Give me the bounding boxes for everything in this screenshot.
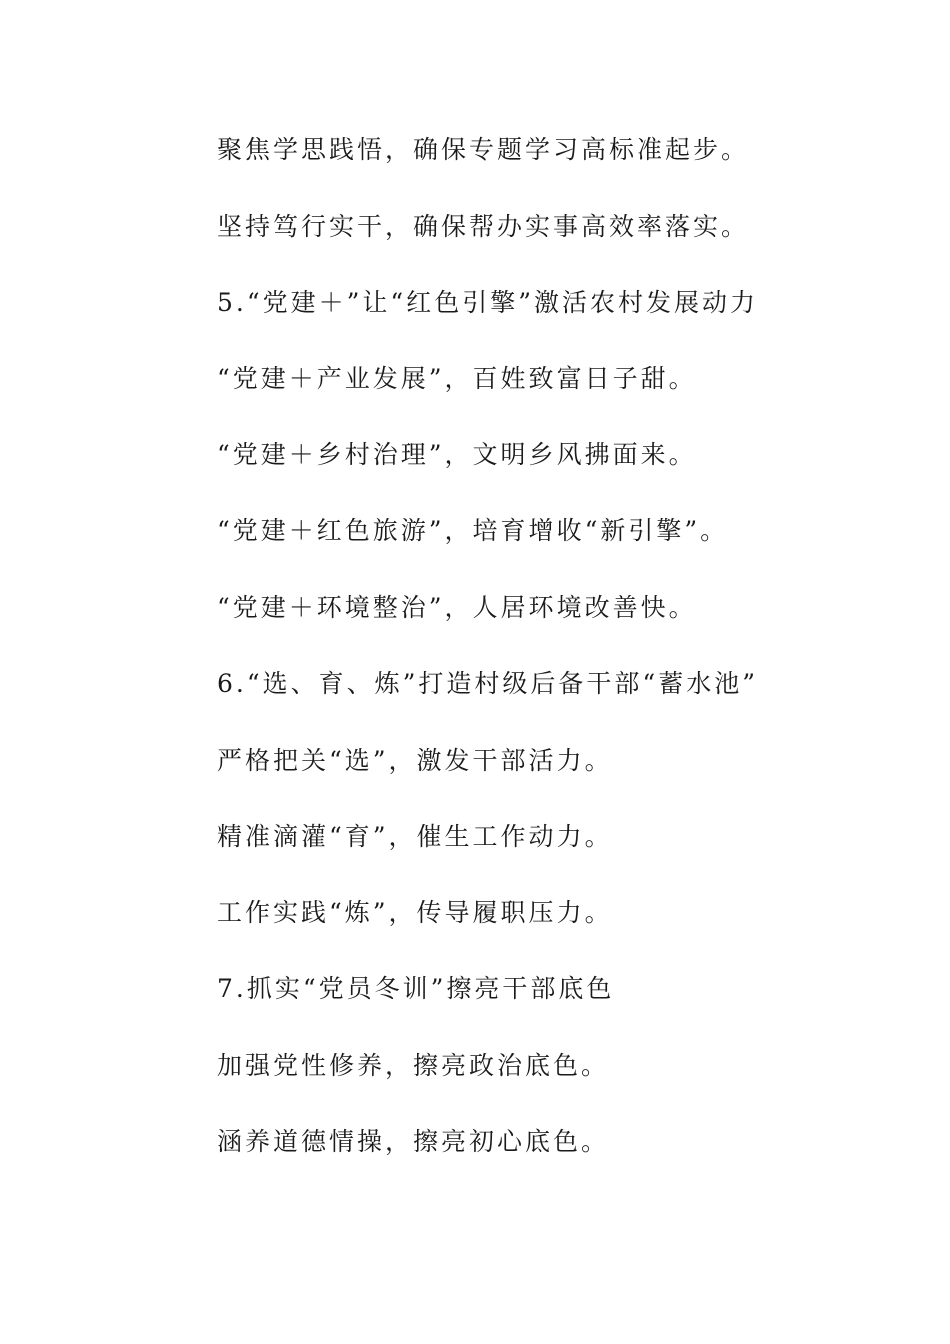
body-line-4: “党建＋乡村治理”，文明乡风拂面来。 — [217, 440, 697, 469]
section-heading-6: 6.“选、育、炼”打造村级后备干部“蓄水池” — [217, 669, 758, 698]
body-line-9: 工作实践“炼”，传导履职压力。 — [217, 898, 613, 927]
section-heading-7: 7.抓实“党员冬训”擦亮干部底色 — [217, 974, 615, 1003]
section-heading-5: 5.“党建＋”让“红色引擎”激活农村发展动力 — [217, 288, 758, 317]
body-line-1: 聚焦学思践悟，确保专题学习高标准起步。 — [217, 135, 750, 164]
body-line-3: “党建＋产业发展”，百姓致富日子甜。 — [217, 364, 697, 393]
body-line-8: 精准滴灌“育”，催生工作动力。 — [217, 822, 613, 851]
body-line-10: 加强党性修养，擦亮政治底色。 — [217, 1051, 610, 1080]
body-line-11: 涵养道德情操，擦亮初心底色。 — [217, 1127, 610, 1156]
body-line-7: 严格把关“选”，激发干部活力。 — [217, 746, 613, 775]
body-line-2: 坚持笃行实干，确保帮办实事高效率落实。 — [217, 212, 750, 241]
body-line-5: “党建＋红色旅游”，培育增收“新引擎”。 — [217, 516, 729, 545]
body-line-6: “党建＋环境整治”，人居环境改善快。 — [217, 593, 697, 622]
